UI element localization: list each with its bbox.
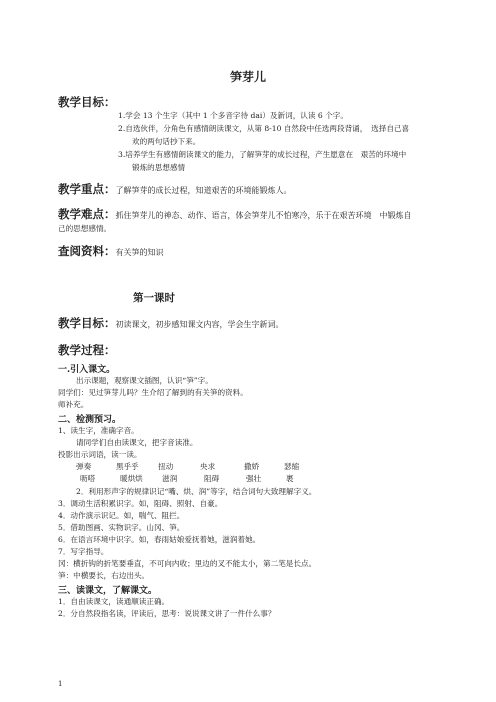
goal-item: 1.学会 13 个生字（其中 1 个多音字待 dai）及新词，认读 6 个字。: [118, 111, 348, 120]
section2-line: 5．借助图画、实物识字。山冈、笋。: [58, 523, 185, 532]
reference-heading: 查阅资料：: [58, 244, 116, 258]
section2-line: 请同学们自由读课文，把字音读准。: [76, 438, 198, 447]
lesson-goals: [58, 315, 284, 331]
word: 撒娇: [244, 462, 260, 471]
difficulties: [58, 206, 412, 222]
page-number: 1: [58, 680, 63, 688]
page-title: 笋芽儿: [229, 70, 266, 84]
word-row-2: [80, 474, 306, 484]
section3-line: 2．分自然段指名读，评读后，思考：说说课文讲了一件什么事？: [58, 609, 276, 618]
section1-line: 出示课题，观察课文插图，认识“笋”字。: [76, 376, 213, 385]
word: 强壮: [246, 474, 262, 483]
section2-line: 投影出示词语，读一读。: [58, 450, 142, 459]
goal-item: 3.培养学生有感情朗读课文的能力，了解笋芽的成长过程，产生愿意在 艰苦的环境中: [118, 150, 407, 159]
difficulties-text-cont: 己的思想感情。: [58, 224, 112, 233]
section2-line: 笋：中横要长，右边出头。: [58, 571, 150, 580]
key-points-text: 了解笋芽的成长过程，知道艰苦的环境能锻炼人。: [115, 186, 292, 195]
difficulties-heading: 教学难点：: [58, 207, 116, 221]
reference-text: 有关笋的知识: [115, 248, 164, 257]
word: 呖嗒: [80, 474, 96, 483]
goal-item: 2.自选伙伴，分角色有感情朗读课文，从第 8-10 自然段中任选两段背诵， 选择自己喜: [118, 124, 410, 133]
lesson-goals-heading: 教学目标：: [58, 316, 116, 330]
key-points-heading: 教学重点：: [58, 182, 116, 196]
word: 暖烘烘: [120, 474, 143, 483]
lesson-title: 第一课时: [133, 292, 175, 304]
word: 滋润: [162, 474, 178, 483]
section1-line: 同学们：见过笋芽儿吗？生介绍了解到的有关笋的资料。: [58, 388, 248, 397]
word: 弹奏: [76, 462, 92, 471]
section3-heading: 三、读课文，了解课文。: [58, 586, 158, 596]
section3-line: 1．自由读课文，读通顺读正确。: [58, 597, 170, 606]
word: 扭动: [158, 462, 174, 471]
section1-heading: 一.引入课文。: [58, 365, 116, 375]
reference: [58, 243, 164, 259]
key-points: [58, 181, 292, 197]
difficulties-text: 抓住笋芽儿的神态、动作、语言，体会笋芽儿不怕寒冷，乐于在艰苦环境 中锻炼自: [115, 211, 412, 220]
section2-line: 冈：横折钩的折笔要垂直，不可向内收；里边的叉不能太小，第二笔是长点。: [58, 559, 317, 568]
word-row-1: [76, 462, 314, 472]
word: 黑乎乎: [116, 462, 139, 471]
word: 裹: [286, 474, 294, 483]
lesson-goals-text: 初读课文，初步感知课文内容，学会生字新词。: [115, 320, 284, 329]
goal-item: 锻炼的思想感情: [132, 163, 186, 172]
word: 阻碍: [204, 474, 220, 483]
section2-line: 6．在语言环境中识字。如，春雨姑娘爱抚着她，滋润着她。: [58, 535, 261, 544]
word: 瑟缩: [284, 462, 300, 471]
section2-heading: 二、检测预习。: [58, 415, 122, 425]
word: 央求: [200, 462, 216, 471]
section1-line: 师补充。: [58, 400, 89, 409]
section2-line: 2．利用形声字的规律识记“嘴、烘、润”等字，结合词句大致理解字义。: [76, 487, 317, 496]
section2-line: 1、读生字，准确字音。: [58, 426, 139, 435]
section2-line: 7．写字指导。: [58, 547, 109, 556]
goals-heading: 教学目标：: [58, 95, 116, 109]
section2-line: 4．动作演示识记。如，喘气、阻拦。: [58, 511, 185, 520]
section2-line: 3．调动生活积累识字。如，阻碍、照射、自豪。: [58, 499, 223, 508]
process-heading: 教学过程：: [58, 343, 116, 357]
goal-item: 欢的两句话抄下来。: [132, 137, 201, 146]
